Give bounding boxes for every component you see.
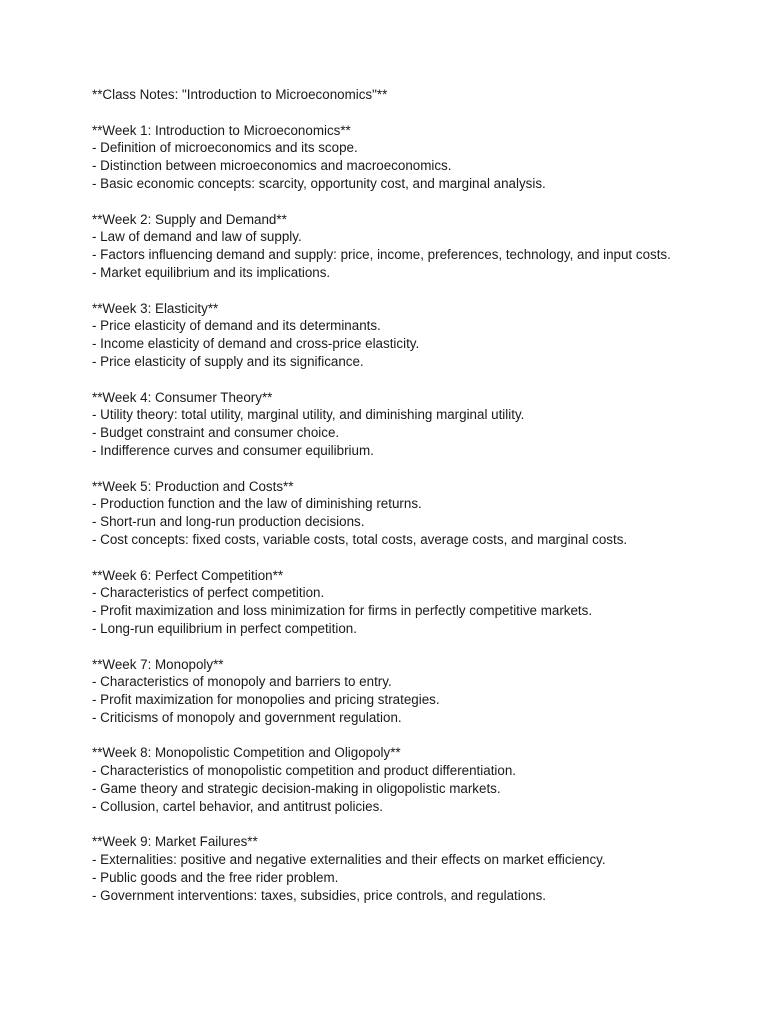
week-section-5 bbox=[92, 478, 682, 549]
bullet-item: - Characteristics of monopolistic competition and product differentiation. bbox=[92, 763, 517, 779]
week-heading: **Week 3: Elasticity** bbox=[92, 300, 219, 316]
bullet-item: - Income elasticity of demand and cross-price elasticity. bbox=[92, 336, 420, 352]
week-heading: **Week 6: Perfect Competition** bbox=[92, 567, 284, 583]
bullet-item: - Price elasticity of demand and its determinants. bbox=[92, 318, 381, 334]
week-section-8 bbox=[92, 744, 682, 815]
week-section-3 bbox=[92, 300, 682, 371]
document-page bbox=[92, 86, 682, 922]
bullet-item: - Production function and the law of diminishing returns. bbox=[92, 496, 422, 512]
bullet-item: - Characteristics of monopoly and barriers to entry. bbox=[92, 674, 392, 690]
bullet-item: - Government interventions: taxes, subsidies, price controls, and regulations. bbox=[92, 887, 547, 903]
week-heading: **Week 8: Monopolistic Competition and Oligopoly** bbox=[92, 745, 401, 761]
bullet-item: - Market equilibrium and its implications. bbox=[92, 264, 331, 280]
bullet-item: - Basic economic concepts: scarcity, opportunity cost, and marginal analysis. bbox=[92, 175, 546, 191]
bullet-item: - Law of demand and law of supply. bbox=[92, 229, 302, 245]
week-bullet-list bbox=[92, 139, 682, 192]
bullet-item: - Budget constraint and consumer choice. bbox=[92, 425, 340, 441]
week-heading: **Week 5: Production and Costs** bbox=[92, 478, 294, 494]
week-section-7 bbox=[92, 656, 682, 727]
bullet-item: - Price elasticity of supply and its significance. bbox=[92, 353, 364, 369]
bullet-item: - Factors influencing demand and supply: price, income, preferences, technology, and input costs. bbox=[92, 247, 671, 263]
week-section-6 bbox=[92, 567, 682, 638]
bullet-item: - Utility theory: total utility, marginal utility, and diminishing marginal utility. bbox=[92, 407, 525, 423]
bullet-item: - Indifference curves and consumer equilibrium. bbox=[92, 442, 374, 458]
bullet-item: - Distinction between microeconomics and macroeconomics. bbox=[92, 158, 452, 174]
week-heading: **Week 9: Market Failures** bbox=[92, 834, 258, 850]
bullet-item: - Definition of microeconomics and its scope. bbox=[92, 140, 358, 156]
week-section-4 bbox=[92, 389, 682, 460]
week-bullet-list bbox=[92, 673, 682, 726]
week-section-9 bbox=[92, 833, 682, 904]
bullet-item: - Long-run equilibrium in perfect competition. bbox=[92, 620, 357, 636]
week-heading: **Week 4: Consumer Theory** bbox=[92, 389, 273, 405]
bullet-item: - Criticisms of monopoly and government regulation. bbox=[92, 709, 402, 725]
week-heading: **Week 7: Monopoly** bbox=[92, 656, 224, 672]
bullet-item: - Externalities: positive and negative externalities and their effects on market efficiency. bbox=[92, 852, 606, 868]
week-heading: **Week 1: Introduction to Microeconomics** bbox=[92, 122, 351, 138]
week-bullet-list bbox=[92, 584, 682, 637]
document-title: **Class Notes: "Introduction to Microeconomics"** bbox=[92, 87, 388, 102]
week-heading: **Week 2: Supply and Demand** bbox=[92, 211, 287, 227]
week-bullet-list bbox=[92, 851, 682, 904]
bullet-item: - Profit maximization for monopolies and pricing strategies. bbox=[92, 692, 440, 708]
week-bullet-list bbox=[92, 762, 682, 815]
bullet-item: - Characteristics of perfect competition. bbox=[92, 585, 325, 601]
bullet-item: - Collusion, cartel behavior, and antitrust policies. bbox=[92, 798, 384, 814]
bullet-item: - Short-run and long-run production decisions. bbox=[92, 514, 365, 530]
week-bullet-list bbox=[92, 495, 682, 548]
bullet-item: - Cost concepts: fixed costs, variable costs, total costs, average costs, and marginal costs. bbox=[92, 531, 628, 547]
bullet-item: - Game theory and strategic decision-making in oligopolistic markets. bbox=[92, 781, 501, 797]
week-section-2 bbox=[92, 211, 682, 282]
week-bullet-list bbox=[92, 317, 682, 370]
bullet-item: - Public goods and the free rider problem. bbox=[92, 870, 339, 886]
week-bullet-list bbox=[92, 228, 682, 281]
week-section-1 bbox=[92, 122, 682, 193]
week-bullet-list bbox=[92, 406, 682, 459]
bullet-item: - Profit maximization and loss minimization for firms in perfectly competitive markets. bbox=[92, 603, 593, 619]
